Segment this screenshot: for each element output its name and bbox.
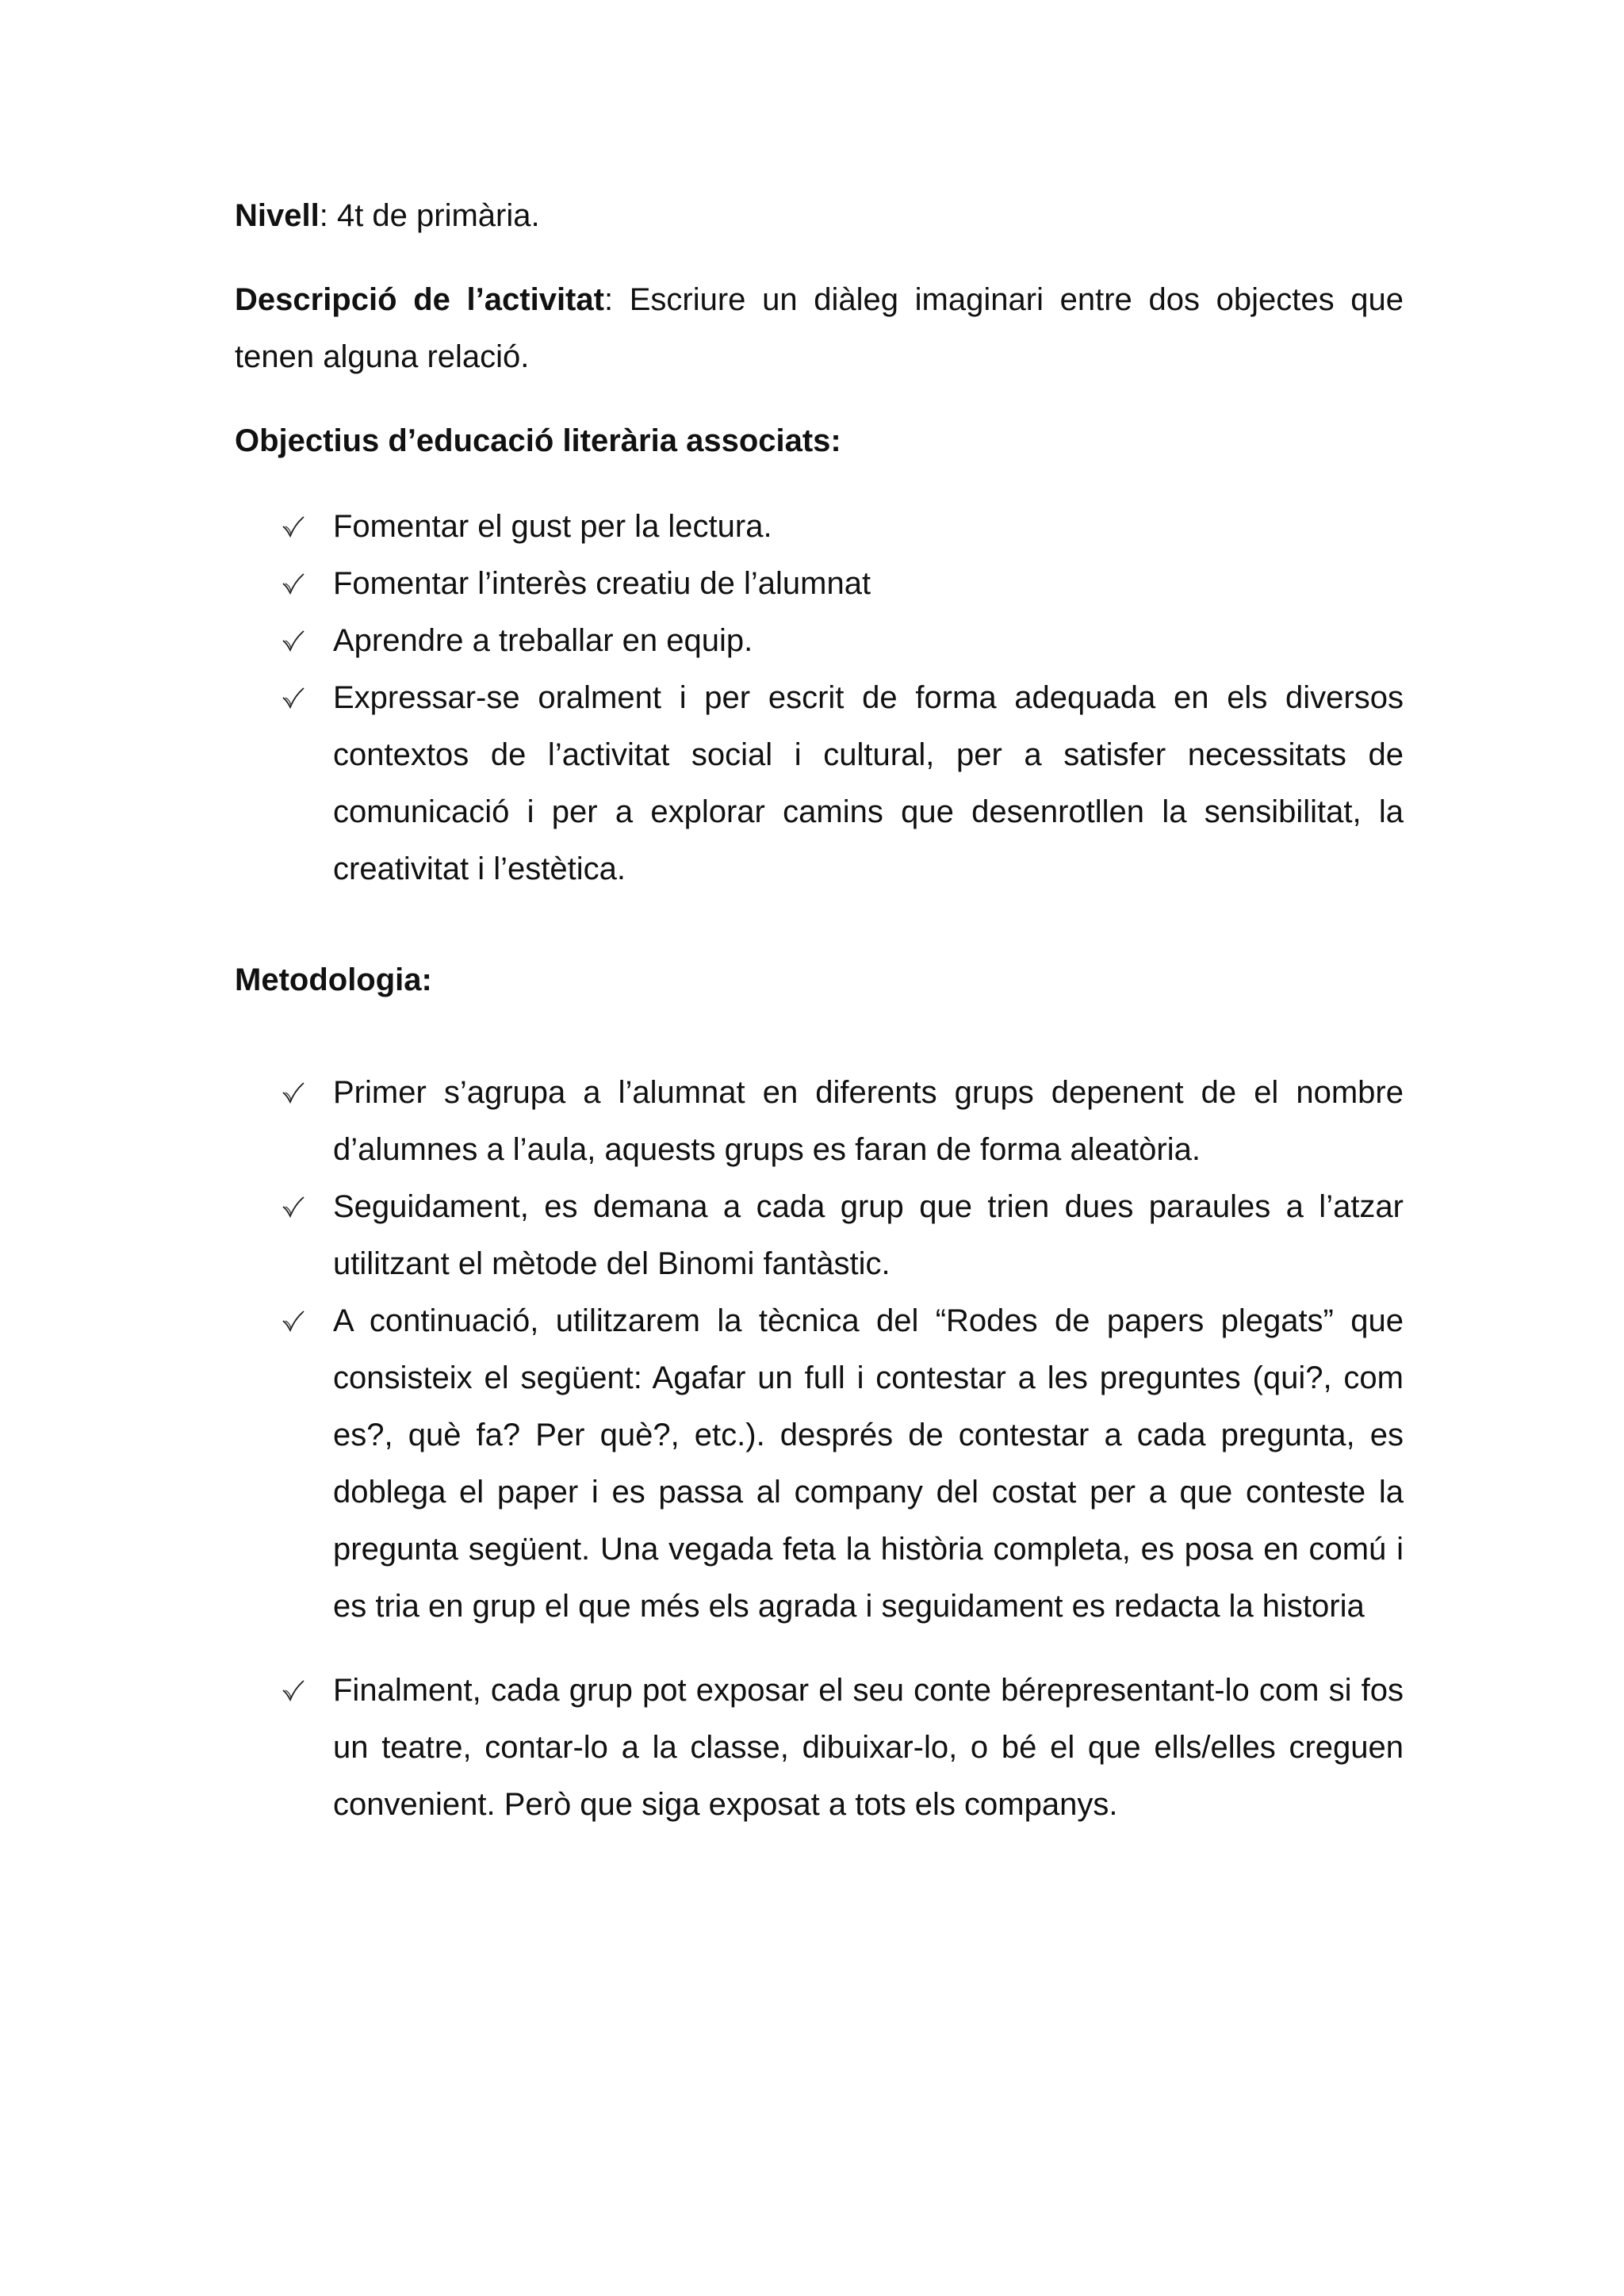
methodology-text: Primer s’agrupa a l’alumnat en diferents grups depenent de el nombre d’alumnes a l’aula, aquests grups es faran de forma aleatòria. [333, 1075, 1404, 1167]
objective-text: Expressar-se oralment i per escrit de forma adequada en els diversos contextos de l’activitat social i cultural, per a satisfer necessitats de comunicació i per a explorar camins que desenrotllen la sensibilitat, la creativitat i l’estètica. [333, 680, 1404, 886]
objective-item [235, 612, 1404, 669]
level-line [235, 187, 1404, 244]
methodology-list [235, 1064, 1404, 1635]
methodology-heading: Metodologia: [235, 962, 432, 997]
methodology-item [235, 1178, 1404, 1292]
methodology-list-final [235, 1662, 1404, 1833]
methodology-text: Seguidament, es demana a cada grup que trien dues paraules a l’atzar utilitzant el mètode del Binomi fantàstic. [333, 1189, 1404, 1281]
objectives-heading: Objectius d’educació literària associats: [235, 423, 841, 458]
description-line [235, 271, 1404, 385]
methodology-text: A continuació, utilitzarem la tècnica del “Rodes de papers plegats” que consisteix el següent: Agafar un full i contestar a les preguntes (qui?, com es?, què fa? Per què?, etc.). després de contestar a cada pregunta, es doblega el paper i es passa al company del costat per a que conteste la pregunta següent. Una vegada feta la història completa, es posa en comú i es tria en grup el que més els agrada i seguidament es redacta la historia [333, 1303, 1404, 1624]
level-label: Nivell [235, 198, 320, 233]
checkmark-icon [282, 1310, 304, 1332]
document-content [235, 187, 1404, 1833]
description-label: Descripció de l’activitat [235, 282, 604, 317]
objective-item [235, 669, 1404, 897]
objective-text: Fomentar el gust per la lectura. [333, 509, 772, 544]
objectives-list [235, 498, 1404, 897]
objective-item [235, 555, 1404, 612]
methodology-item [235, 1064, 1404, 1178]
checkmark-icon [282, 629, 304, 652]
objective-item [235, 498, 1404, 555]
checkmark-icon [282, 687, 304, 709]
checkmark-icon [282, 1081, 304, 1104]
description-value: : Escriure un diàleg imaginari entre dos objectes que tenen alguna relació. [235, 282, 1404, 374]
checkmark-icon [282, 515, 304, 538]
checkmark-icon [282, 1196, 304, 1218]
objective-text: Aprendre a treballar en equip. [333, 623, 753, 658]
objective-text: Fomentar l’interès creatiu de l’alumnat [333, 566, 871, 601]
methodology-item [235, 1662, 1404, 1833]
methodology-text: Finalment, cada grup pot exposar el seu conte bérepresentant-lo com si fos un teatre, contar-lo a la classe, dibuixar-lo, o bé el que ells/elles creguen convenient. Però que siga exposat a tots els companys. [333, 1673, 1404, 1822]
level-value: : 4t de primària. [319, 198, 540, 233]
checkmark-icon [282, 1679, 304, 1701]
methodology-item [235, 1292, 1404, 1635]
checkmark-icon [282, 572, 304, 595]
